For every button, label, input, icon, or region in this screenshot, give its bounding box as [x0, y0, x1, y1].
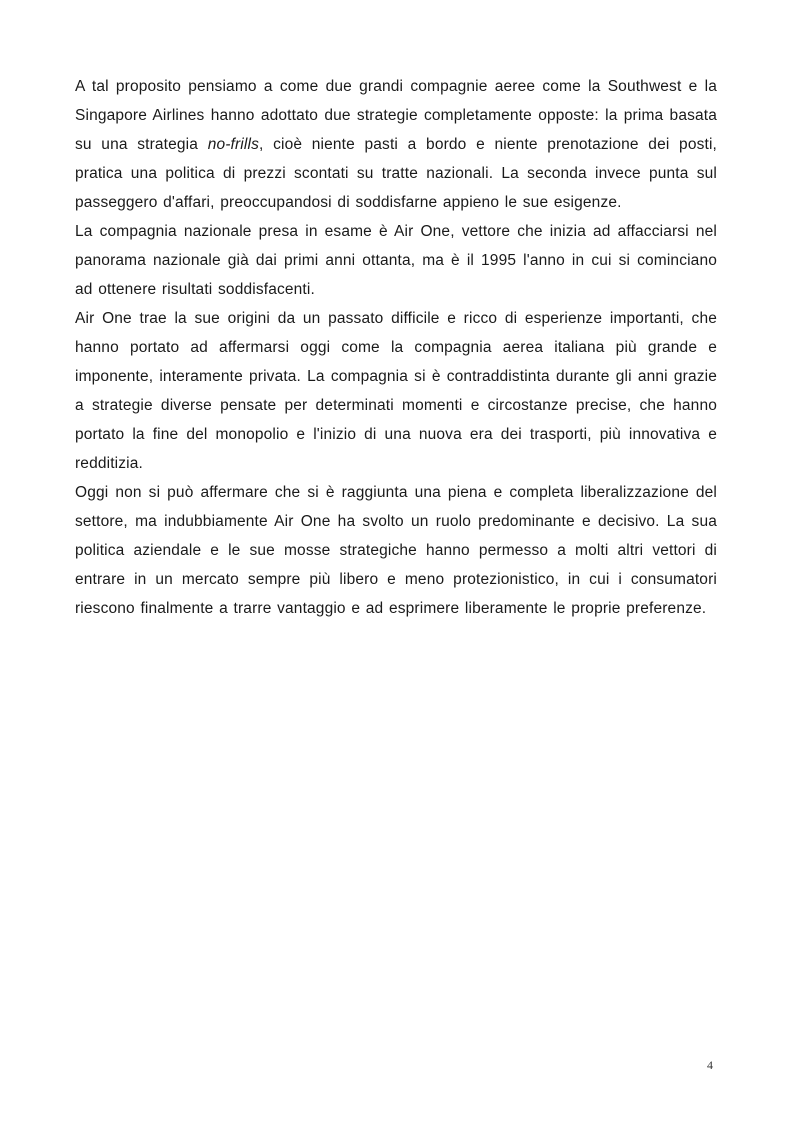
paragraph-3: Air One trae la sue origini da un passato difficile e ricco di esperienze importanti, che hanno portato ad affermarsi oggi come la compagnia aerea italiana più grande e imponente, interamente privata. La compagnia si è contraddistinta durante gli anni grazie a strategie diverse pensate per determinati momenti e circostanze precise, che hanno portato la fine del monopolio e l'inizio di una nuova era dei trasporti, più innovativa e redditizia.: [75, 310, 717, 472]
body-text: [75, 72, 717, 623]
paragraph-4: Oggi non si può affermare che si è raggiunta una piena e completa liberalizzazione del settore, ma indubbiamente Air One ha svolto un ruolo predominante e decisivo. La sua politica aziendale e le sue mosse strategiche hanno permesso a molti altri vettori di entrare in un mercato sempre più libero e meno protezionistico, in cui i consumatori riescono finalmente a trarre vantaggio e ad esprimere liberamente le proprie preferenze.: [75, 484, 717, 617]
paragraph-2: La compagnia nazionale presa in esame è Air One, vettore che inizia ad affacciarsi nel panorama nazionale già dai primi anni ottanta, ma è il 1995 l'anno in cui si cominciano ad ottenere risultati soddisfacenti.: [75, 223, 717, 298]
paragraph-1-text-after: , cioè niente pasti a bordo e niente prenotazione dei posti, pratica una politica di prezzi scontati su tratte nazionali. La seconda invece punta sul passeggero d'affari, preoccupandosi di soddisfarne appieno le sue esigenze.: [75, 136, 718, 211]
paragraph-1-text-before: A tal proposito pensiamo a come due grandi compagnie aeree come la Southwest e la Singapore Airlines hanno adottato due strategie completamente opposte: la prima basata su una strategia: [75, 78, 717, 153]
paragraph-1-emphasis: no-frills: [207, 136, 259, 153]
paragraph-1: [75, 72, 717, 217]
page-number: 4: [707, 1058, 713, 1072]
